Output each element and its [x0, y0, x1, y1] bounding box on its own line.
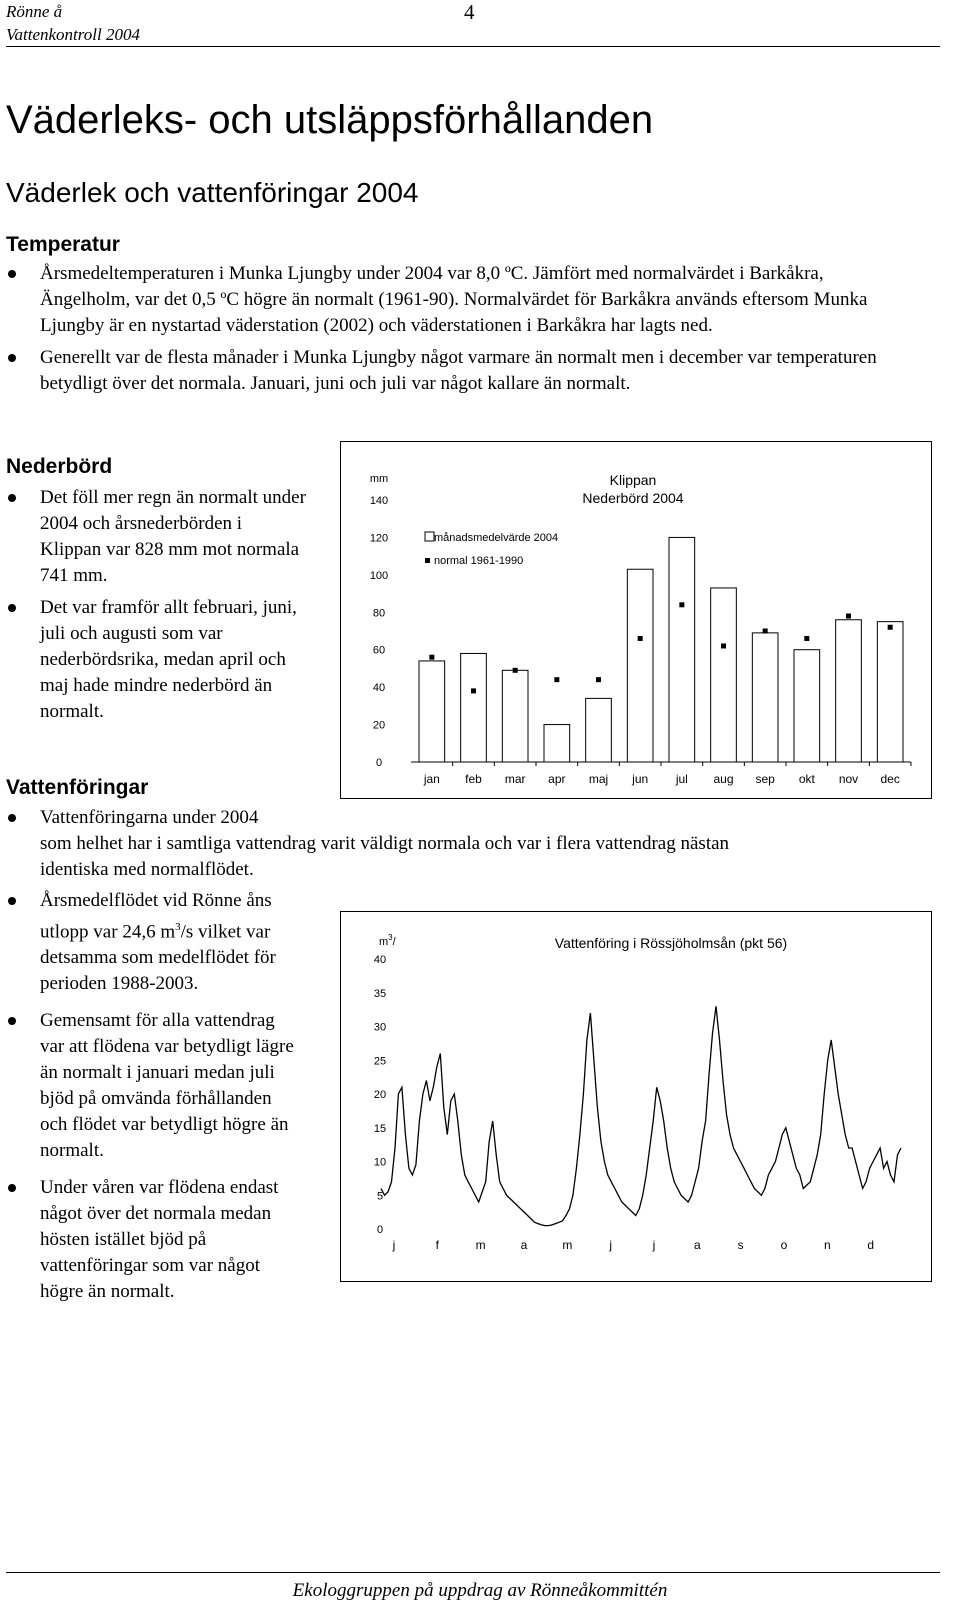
bar: [794, 650, 820, 762]
legend-label: normal 1961-1990: [434, 555, 524, 567]
x-tick-label: j: [652, 1238, 656, 1252]
normal-marker: [679, 602, 684, 607]
x-tick-label: sep: [755, 772, 775, 786]
y-tick-label: 80: [372, 607, 386, 620]
x-tick-label: mar: [504, 772, 526, 786]
x-tick-label: jan: [423, 772, 440, 786]
superscript: 3: [175, 921, 181, 933]
y-tick-label: 25: [373, 1055, 387, 1068]
legend-bar-swatch: [425, 532, 434, 541]
x-tick-label: nov: [838, 772, 859, 786]
list-item: Under våren var flödena endast något över det normala medan hösten istället bjöd på vattenföringar som var något högre än normalt.: [6, 1175, 296, 1305]
x-tick-label: d: [867, 1238, 875, 1252]
footer-rule: [6, 1572, 940, 1573]
chart-title: Vattenföring i Rössjöholmsån (pkt 56): [554, 935, 788, 951]
y-axis-label: mm: [369, 473, 389, 485]
bar: [877, 622, 903, 762]
vattenforingar-list: [6, 888, 296, 1305]
page-subtitle: Väderlek och vattenföringar 2004: [6, 177, 419, 208]
bar: [627, 569, 653, 762]
x-tick-label: n: [823, 1238, 831, 1252]
header-rule: [6, 46, 940, 47]
x-tick-label: m: [475, 1238, 486, 1252]
bar: [711, 588, 737, 762]
section-heading-temperatur: Temperatur: [6, 233, 120, 256]
bar: [502, 670, 528, 762]
legend-marker-swatch: [425, 558, 430, 563]
header-line-2: Vattenkontroll 2004: [6, 25, 140, 44]
bar: [461, 653, 487, 762]
list-item-text: /s vilket var detsamma som medelflödet för perioden 1988-2003.: [40, 921, 276, 995]
list-item-line: identiska med normalflödet.: [40, 859, 254, 880]
y-tick-label: 60: [372, 644, 386, 657]
x-tick-label: jul: [675, 772, 688, 786]
y-tick-label: 10: [373, 1156, 387, 1169]
normal-marker: [471, 688, 476, 693]
y-tick-label: 100: [369, 569, 389, 582]
x-tick-label: aug: [713, 772, 734, 786]
y-tick-label: 40: [372, 682, 386, 695]
section-heading-nederbord: Nederbörd: [6, 455, 113, 478]
legend-label: månadsmedelvärde 2004: [434, 532, 559, 544]
y-tick-label: 40: [373, 954, 387, 966]
x-tick-label: m: [562, 1238, 573, 1252]
bar: [669, 537, 695, 762]
x-tick-label: maj: [588, 772, 609, 786]
y-tick-label: 140: [369, 495, 389, 507]
x-tick-label: apr: [548, 772, 566, 786]
y-tick-label: 0: [376, 1224, 384, 1236]
list-item-line: Vattenföringarna under 2004: [40, 807, 259, 828]
y-tick-label: 0: [375, 757, 383, 769]
x-tick-label: a: [520, 1238, 528, 1252]
y-tick-label: 5: [376, 1190, 384, 1203]
bar: [586, 698, 612, 762]
normal-marker: [721, 643, 726, 648]
normal-marker: [804, 636, 809, 641]
y-tick-label: 35: [373, 987, 387, 1000]
running-header: [6, 0, 140, 46]
list-item: Det föll mer regn än normalt under 2004 och årsnederbörden i Klippan var 828 mm mot normala 741 mm.: [6, 485, 306, 589]
x-tick-label: jun: [632, 772, 649, 786]
list-item: Det var framför allt februari, juni, juli och augusti som var nederbördsrika, medan april och maj hade mindre nederbörd än normalt.: [6, 595, 306, 725]
vattenforingar-list-top: [6, 805, 866, 883]
bar: [752, 633, 778, 762]
y-tick-label: 15: [373, 1122, 387, 1135]
normal-marker: [554, 677, 559, 682]
chart-title: Nederbörd 2004: [582, 490, 684, 506]
y-tick-label: 30: [373, 1021, 387, 1034]
discharge-chart-svg: [341, 912, 931, 1281]
y-tick-label: 120: [369, 532, 389, 545]
list-item: Årsmedeltemperaturen i Munka Ljungby under 2004 var 8,0 ºC. Jämfört med normalvärdet i Barkåkra, Ängelholm, var det 0,5 ºC högre än normalt (1961-90). Normalvärdet för Barkåkra används eftersom Munka Ljungby är en nystartad väderstation (2002) och väderstationen i Barkåkra har lagts ned.: [6, 261, 911, 339]
page-footer: Ekologgruppen på uppdrag av Rönneåkommittén: [292, 1580, 668, 1601]
bar: [419, 661, 445, 762]
list-item-text: Årsmedelflödet vid Rönne åns utlopp var 24,6 m: [40, 890, 272, 943]
bar: [836, 620, 862, 762]
list-item: [6, 888, 296, 997]
normal-marker: [763, 629, 768, 634]
temperatur-list: [6, 261, 911, 397]
x-tick-label: j: [392, 1238, 396, 1252]
discharge-chart: [340, 911, 932, 1282]
y-axis-label: $m^3/$: [379, 933, 396, 948]
precipitation-chart-svg: [341, 442, 931, 798]
section-heading-vattenforingar: Vattenföringar: [6, 776, 149, 799]
x-tick-label: s: [737, 1238, 744, 1252]
precipitation-chart: [340, 441, 932, 799]
page-title: Väderleks- och utsläppsförhållanden: [6, 98, 654, 142]
x-tick-label: o: [780, 1238, 788, 1252]
header-line-1: Rönne å: [6, 2, 63, 21]
y-tick-label: 20: [372, 719, 386, 732]
normal-marker: [429, 655, 434, 660]
x-tick-label: j: [609, 1238, 613, 1252]
bar: [544, 725, 570, 762]
list-item-line: som helhet har i samtliga vattendrag varit väldigt normala och var i flera vattendrag nästan: [40, 833, 730, 854]
normal-marker: [596, 677, 601, 682]
chart-title: Klippan: [609, 472, 657, 488]
x-tick-label: okt: [798, 772, 815, 786]
normal-marker: [638, 636, 643, 641]
list-item: Generellt var de flesta månader i Munka Ljungby något varmare än normalt men i december var temperaturen betydligt över det normala. Januari, juni och juli var något kallare än normalt.: [6, 345, 911, 397]
x-tick-label: a: [693, 1238, 701, 1252]
list-item: Gemensamt för alla vattendrag var att flödena var betydligt lägre än normalt i januari medan juli bjöd på omvända förhållanden och flödet var betydligt högre än normalt.: [6, 1008, 296, 1164]
normal-marker: [513, 668, 518, 673]
normal-marker: [888, 625, 893, 630]
x-tick-label: f: [435, 1238, 440, 1252]
x-tick-label: dec: [880, 772, 900, 786]
list-item: [6, 805, 866, 883]
discharge-series-line: [381, 1006, 901, 1225]
x-tick-label: feb: [465, 772, 482, 786]
page-number: 4: [464, 0, 475, 24]
nederbord-list: [6, 485, 306, 725]
normal-marker: [846, 614, 851, 619]
y-tick-label: 20: [373, 1089, 387, 1101]
